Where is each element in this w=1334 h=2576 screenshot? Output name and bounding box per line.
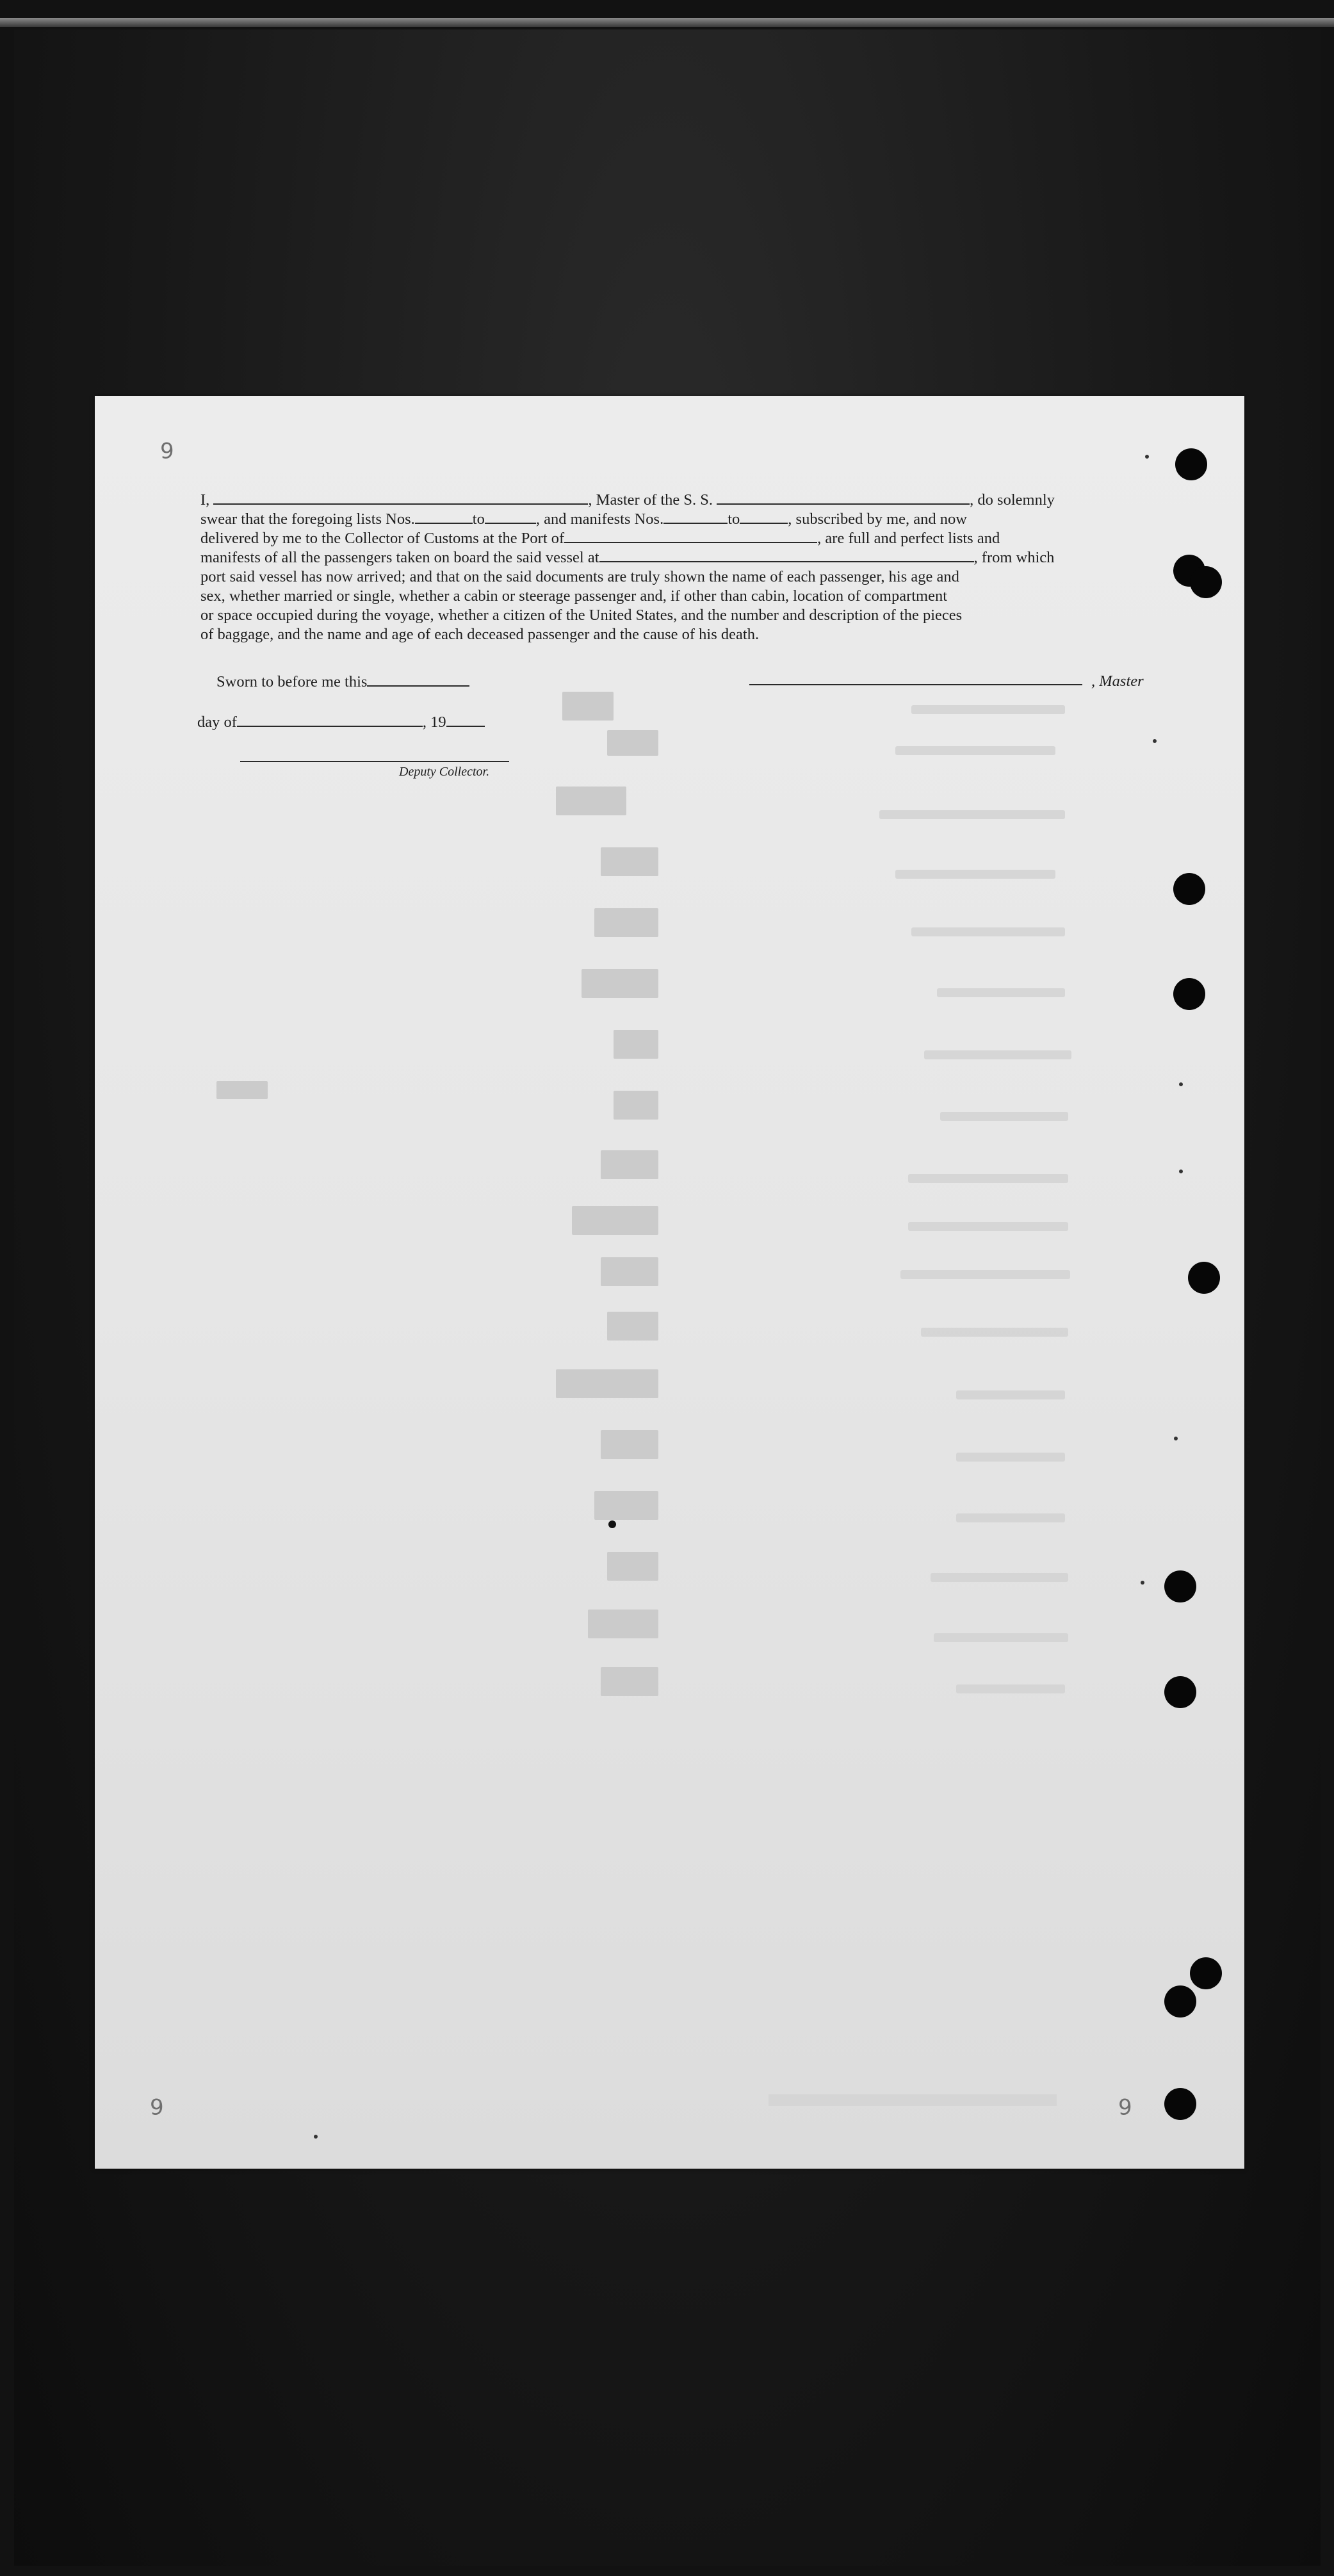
punch-hole xyxy=(1190,566,1222,598)
deputy-signature-line xyxy=(240,761,509,762)
ink-dot xyxy=(1153,739,1157,743)
punch-hole xyxy=(1175,448,1207,480)
bleedthrough-stamp xyxy=(769,2094,1057,2106)
oath-text: , Master of the S. S. xyxy=(588,491,713,509)
year-blank xyxy=(446,713,485,727)
bleedthrough-number xyxy=(588,1610,658,1638)
ink-dot xyxy=(1179,1170,1183,1173)
bleedthrough-row xyxy=(956,1390,1065,1399)
oath-text: to xyxy=(728,510,740,528)
punch-hole xyxy=(1164,2088,1196,2120)
bleedthrough-number xyxy=(607,1552,658,1581)
manifest-no-to-blank xyxy=(740,510,788,524)
oath-text: manifests of all the passengers taken on board the said vessel at xyxy=(200,549,599,566)
oath-line-2 xyxy=(200,510,1244,529)
oath-line-5: port said vessel has now arrived; and that on the said documents are truly shown the name of each passenger, his age and xyxy=(200,568,959,585)
oath-line-8: of baggage, and the name and age of each deceased passenger and the cause of his death. xyxy=(200,626,760,643)
oath-text: delivered by me to the Collector of Customs at the Port of xyxy=(200,530,565,547)
bleedthrough-row xyxy=(924,1050,1071,1059)
bleedthrough-number xyxy=(562,692,614,721)
sworn-label: Sworn to before me this xyxy=(216,673,368,690)
bleedthrough-row xyxy=(940,1112,1068,1121)
ink-dot xyxy=(314,2135,318,2139)
departure-port-blank xyxy=(599,548,974,562)
oath-line-7: or space occupied during the voyage, whether a citizen of the United States, and the number and description of the pieces xyxy=(200,607,963,624)
punch-hole xyxy=(1173,978,1205,1010)
master-oath-paragraph xyxy=(200,491,1244,644)
oath-line-3 xyxy=(200,529,1244,548)
bleedthrough-number xyxy=(582,969,658,998)
bleedthrough-row xyxy=(879,810,1065,819)
day-blank xyxy=(237,713,423,727)
bleedthrough-number xyxy=(601,847,658,876)
bleedthrough-row xyxy=(908,1222,1068,1231)
oath-text: , subscribed by me, and now xyxy=(788,510,967,528)
sworn-date-blank xyxy=(367,673,469,687)
bleedthrough-row xyxy=(956,1513,1065,1522)
bleedthrough-row xyxy=(895,870,1055,879)
master-signature-line xyxy=(749,684,1082,685)
page-mark-bottom-left: 6 xyxy=(150,2093,164,2119)
oath-text: , do solemnly xyxy=(970,491,1055,509)
bleedthrough-number xyxy=(607,1312,658,1341)
punch-hole xyxy=(1188,1262,1220,1294)
bleedthrough-number xyxy=(572,1206,658,1235)
bleedthrough-number xyxy=(601,1430,658,1459)
bleedthrough-row xyxy=(956,1453,1065,1462)
list-no-from-blank xyxy=(415,510,473,524)
oath-line-6: sex, whether married or single, whether a cabin or steerage passenger and, if other than cabin, location of compartment xyxy=(200,587,948,605)
bleedthrough-number xyxy=(607,730,658,756)
deputy-collector-label: Deputy Collector. xyxy=(399,765,490,779)
bleedthrough-row xyxy=(931,1573,1068,1582)
oath-text: , are full and perfect lists and xyxy=(817,530,1000,547)
oath-line-1 xyxy=(200,491,1244,510)
bleedthrough-row xyxy=(934,1633,1068,1642)
punch-hole xyxy=(1164,1985,1196,2018)
ink-dot xyxy=(1145,455,1149,459)
bleedthrough-number xyxy=(614,1091,658,1120)
bleedthrough-note xyxy=(216,1081,268,1099)
ship-name-blank xyxy=(717,491,970,505)
oath-line-4 xyxy=(200,548,1244,567)
punch-hole xyxy=(1164,1570,1196,1602)
bleedthrough-number xyxy=(556,787,626,815)
day-of-line xyxy=(197,713,485,731)
oath-text: swear that the foregoing lists Nos. xyxy=(200,510,415,528)
punch-hole xyxy=(1190,1957,1222,1989)
bleedthrough-number xyxy=(556,1369,658,1398)
oath-text: , and manifests Nos. xyxy=(535,510,664,528)
day-of-label: day of xyxy=(197,713,237,731)
bleedthrough-number xyxy=(614,1030,658,1059)
bleedthrough-row xyxy=(900,1270,1070,1279)
bleedthrough-number xyxy=(594,908,658,937)
page-mark-bottom-right: 6 xyxy=(1118,2093,1132,2119)
bleedthrough-number xyxy=(601,1257,658,1286)
film-edge xyxy=(0,18,1334,27)
list-no-to-blank xyxy=(485,510,536,524)
page-mark-top-left: 6 xyxy=(160,437,174,462)
sworn-line xyxy=(216,673,469,691)
ink-dot xyxy=(608,1520,616,1528)
oath-text: I, xyxy=(200,491,210,509)
bleedthrough-row xyxy=(937,988,1065,997)
punch-hole xyxy=(1173,873,1205,905)
ink-dot xyxy=(1174,1437,1178,1440)
oath-text: , from which xyxy=(973,549,1055,566)
ink-dot xyxy=(1141,1581,1144,1585)
bleedthrough-number xyxy=(594,1491,658,1520)
bleedthrough-row xyxy=(908,1174,1068,1183)
punch-hole xyxy=(1164,1676,1196,1708)
bleedthrough-row xyxy=(956,1684,1065,1693)
ink-dot xyxy=(1179,1082,1183,1086)
oath-text: to xyxy=(472,510,485,528)
manifest-page xyxy=(95,396,1244,2169)
manifest-no-from-blank xyxy=(663,510,728,524)
bleedthrough-row xyxy=(911,927,1065,936)
bleedthrough-row xyxy=(895,746,1055,755)
year-label: , 19 xyxy=(422,713,446,731)
master-label: , Master xyxy=(1091,673,1144,690)
master-name-blank xyxy=(213,491,588,505)
port-blank xyxy=(564,529,817,543)
bleedthrough-row xyxy=(921,1328,1068,1337)
bleedthrough-number xyxy=(601,1667,658,1696)
bleedthrough-number xyxy=(601,1150,658,1179)
bleedthrough-row xyxy=(911,705,1065,714)
